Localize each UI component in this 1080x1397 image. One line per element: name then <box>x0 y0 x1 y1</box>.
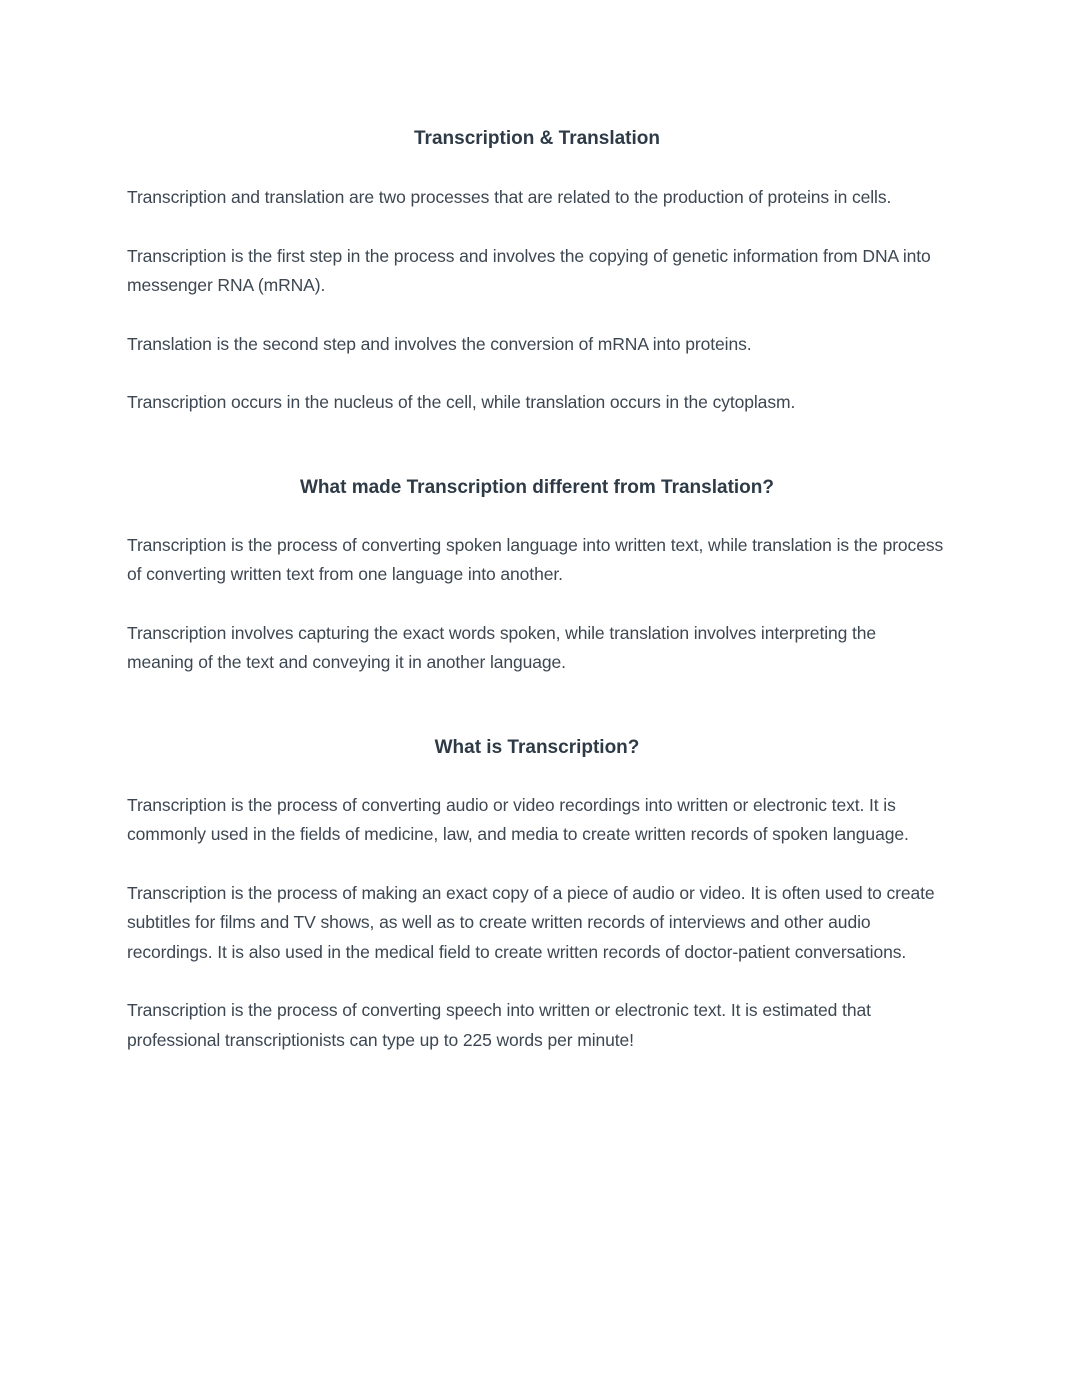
intro-paragraph: Translation is the second step and involves the conversion of mRNA into proteins. <box>127 333 752 354</box>
section-paragraph: Transcription is the process of converting audio or video recordings into written or electronic text. It is commonly used in the fields of medicine, law, and media to create written records of spoken language. <box>127 794 909 844</box>
section-paragraph: Transcription is the process of converting speech into written or electronic text. It is estimated that professional transcriptionists can type up to 225 words per minute! <box>127 1000 871 1050</box>
document-title: Transcription & Translation <box>414 128 660 149</box>
section-heading-what-is-transcription: What is Transcription? <box>434 736 640 758</box>
intro-paragraph: Transcription is the first step in the process and involves the copying of genetic information from DNA into messenger RNA (mRNA). <box>127 245 931 295</box>
section-paragraph: Transcription is the process of making an exact copy of a piece of audio or video. It is often used to create subtitles for films and TV shows, as well as to create written records of interviews and other audio recordings. It is also used in the medical field to create written records of doctor-patient conversations. <box>127 882 935 962</box>
section-paragraph: Transcription involves capturing the exact words spoken, while translation involves interpreting the meaning of the text and conveying it in another language. <box>127 622 877 672</box>
section-paragraph: Transcription is the process of converting spoken language into written text, while translation is the process of converting written text from one language into another. <box>127 534 944 584</box>
intro-paragraph: Transcription occurs in the nucleus of the cell, while translation occurs in the cytoplasm. <box>127 392 796 412</box>
section-heading-difference: What made Transcription different from Translation? <box>300 476 774 498</box>
intro-paragraph: Transcription and translation are two processes that are related to the production of proteins in cells. <box>127 187 892 207</box>
